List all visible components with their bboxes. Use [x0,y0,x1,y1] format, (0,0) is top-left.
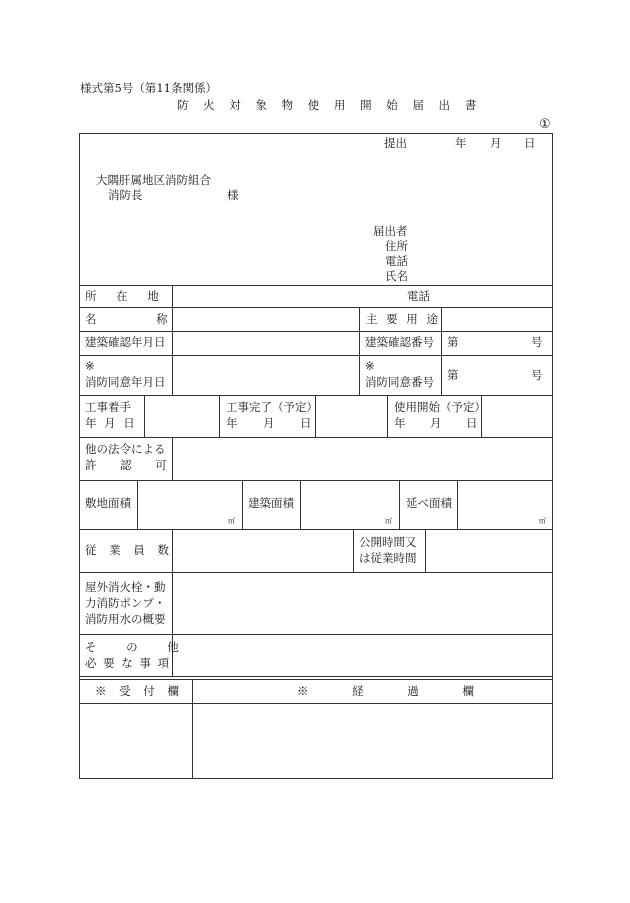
building-confirm-date-input[interactable] [174,333,357,353]
location-phone-label: 電話 [407,289,430,303]
use-start-input[interactable] [483,397,550,435]
note-mark: ※ [85,359,95,373]
col-line [172,437,173,480]
other-items-input[interactable] [174,636,550,674]
object-name-label: 名 称 [85,312,168,326]
use-start-year: 年 [394,416,406,430]
col-line [242,480,243,529]
fire-consent-no-label: 消防同意番号 [365,375,434,389]
row-line [79,676,553,677]
site-area-unit: ㎡ [228,517,235,525]
applicant-label: 届出者 [373,224,408,238]
form-reference: 様式第5号（第11条関係） [80,81,217,95]
border-top [79,133,553,134]
row-line [79,285,553,286]
other-law-label: 他の法令による [85,442,166,456]
construction-done-month: 月 [263,416,275,430]
row-line [79,331,553,332]
hours-label-2: は従業時間 [359,551,417,565]
construction-done-label: 工事完了（予定） [226,400,318,414]
object-name-input[interactable] [174,309,357,329]
applicant-address-label: 住所 [385,239,408,253]
site-area-input[interactable] [139,482,240,527]
building-confirm-no-label: 建築確認番号 [365,335,434,349]
other-law-label-2: 許 認 可 [85,458,167,472]
row-line [79,307,553,308]
use-start-day: 日 [466,416,478,430]
progress-header: ※ 経 過 欄 [297,684,474,698]
location-label: 所 在 地 [85,289,159,303]
col-line [399,480,400,529]
fire-consent-date-label: 消防同意年月日 [85,375,166,389]
use-start-label: 使用開始（予定） [394,400,486,414]
location-input[interactable] [174,287,400,305]
applicant-phone-label: 電話 [385,254,408,268]
construction-start-label: 工事着手 [85,400,131,414]
col-line [172,572,173,676]
col-line [172,285,173,395]
outdoor-equipment-label-2: 力消防ポンプ・ [85,596,166,610]
row-line [79,529,553,530]
col-line [144,395,145,437]
building-area-input[interactable] [302,482,397,527]
construction-start-input[interactable] [146,397,217,435]
row-line-double [79,679,553,680]
main-use-label: 主 要 用 途 [366,312,438,326]
addressee-line2: 消防長 [108,188,143,202]
construction-done-input[interactable] [317,397,385,435]
location-phone-input[interactable] [432,287,550,305]
outdoor-equipment-label: 屋外消火栓・動 [85,580,166,594]
total-floor-area-label: 延べ面積 [406,496,452,510]
hours-input[interactable] [427,531,550,570]
col-line [353,529,354,572]
col-line [359,307,360,395]
other-items-label: そ の 他 [85,640,179,654]
note-mark: ※ [365,359,375,373]
row-line [79,572,553,573]
building-confirm-no-input[interactable] [462,333,528,353]
construction-done-year: 年 [226,416,238,430]
main-use-input[interactable] [443,309,550,329]
col-line [137,480,138,529]
progress-area [193,704,552,778]
addressee-line1: 大隅肝属地区消防組合 [96,173,211,187]
total-floor-area-unit: ㎡ [539,517,546,525]
col-line [441,307,442,395]
border-bottom [79,778,553,779]
col-line [300,480,301,529]
building-confirm-no-prefix: 第 [447,335,459,349]
fire-consent-no-suffix: 号 [531,368,543,382]
employees-label: 従 業 員 数 [85,543,169,557]
col-line [457,480,458,529]
submission-year-input[interactable] [400,136,450,152]
other-law-input[interactable] [174,439,550,478]
building-confirm-date-label: 建築確認年月日 [85,335,166,349]
applicant-name-label: 氏名 [385,269,408,283]
border-right [552,133,553,779]
col-line [219,395,220,437]
circled-number: ① [539,117,551,132]
use-start-month: 月 [430,416,442,430]
fire-consent-date-input[interactable] [174,357,357,393]
fire-consent-no-input[interactable] [462,366,528,386]
reception-header: ※ 受 付 欄 [95,684,179,698]
building-area-unit: ㎡ [385,517,392,525]
outdoor-equipment-label-3: 消防用水の概要 [85,612,166,626]
row-line [79,480,553,481]
hours-label: 公開時間又 [359,535,417,549]
employees-input[interactable] [174,531,351,570]
construction-done-day: 日 [300,416,312,430]
submission-day: 日 [524,136,536,150]
submission-year: 年 [455,136,467,150]
total-floor-area-input[interactable] [459,482,550,527]
construction-start-label-2: 年 月 日 [85,416,135,430]
outdoor-equipment-input[interactable] [174,574,550,632]
col-line [172,529,173,572]
addressee-honorific: 様 [227,188,239,202]
building-area-label: 建築面積 [248,496,294,510]
reception-area [80,704,192,778]
submission-month: 月 [490,136,502,150]
row-line [79,634,553,635]
border-left [79,133,80,779]
applicant-name-input[interactable] [412,268,548,282]
applicant-address-input[interactable] [412,238,548,252]
row-line [79,355,553,356]
other-items-label-2: 必 要 な 事 項 [85,656,170,670]
building-confirm-no-suffix: 号 [531,335,543,349]
col-line [387,395,388,437]
submission-label: 提出 [384,136,407,150]
site-area-label: 敷地面積 [85,496,131,510]
fire-consent-no-prefix: 第 [447,368,459,382]
form-title: 防 火 対 象 物 使 用 開 始 届 出 書 [177,98,479,112]
col-line [425,529,426,572]
applicant-phone-input[interactable] [412,253,548,267]
row-line [79,437,553,438]
